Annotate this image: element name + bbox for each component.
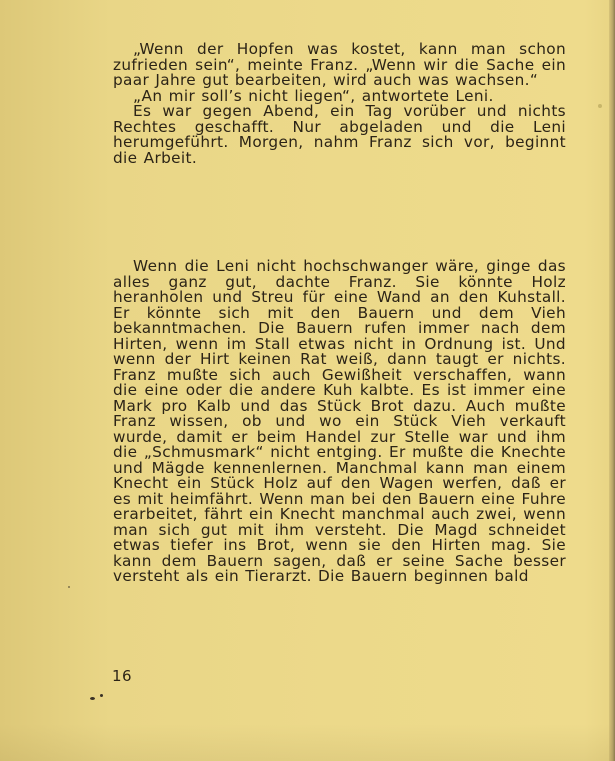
print-speck — [598, 104, 602, 108]
page-number: 16 — [112, 667, 133, 685]
paragraph: „Wenn der Hopfen was kostet, kann man schon zufrieden sein“, meinte Franz. „Wenn wir die Sache ein paar Jahre gut bearbeiten, wird auch was wachsen.“ — [113, 40, 566, 89]
text-block-top — [113, 42, 566, 166]
page-bottom-shade — [0, 724, 615, 761]
print-speck — [90, 697, 95, 700]
paragraph: Wenn die Leni nicht hochschwanger wäre, ginge das alles ganz gut, dachte Franz. Sie könnte Holz heranholen und Streu für eine Wand an den Kuhstall. Er könnte sich mit den Bauern und dem Vieh bekanntmachen. Die Bauern rufen immer nach dem Hirten, wenn im Stall etwas nicht in Ordnung ist. Und wenn der Hirt keinen Rat weiß, dann taugt er nichts. Franz mußte sich auch Gewißheit verschaffen, wann die eine oder die andere Kuh kalbte. Es ist immer eine Mark pro Kalb und das Stück Brot dazu. Auch mußte Franz wissen, ob und wo ein Stück Vieh verkauft wurde, damit er beim Handel zur Stelle war und ihm die „Schmusmark“ nicht entging. Er mußte die Knechte und Mägde kennenlernen. Manchmal kann man einem Knecht ein Stück Holz auf den Wagen werfen, daß er es mit heimfährt. Wenn man bei den Bauern eine Fuhre erarbeitet, fährt ein Knecht manchmal auch zwei, wenn man sich gut mit ihm versteht. Die Magd schneidet etwas tiefer ins Brot, wenn sie den Hirten mag. Sie kann dem Bauern sagen, daß er seine Sache besser versteht als ein Tierarzt. Die Bauern beginnen bald — [113, 257, 566, 585]
paragraph: Es war gegen Abend, ein Tag vorüber und nichts Rechtes geschafft. Nur abgeladen und die Leni herumgeführt. Morgen, nahm Franz sich vor, beginnt die Arbeit. — [113, 102, 566, 167]
print-speck — [100, 694, 103, 697]
paragraph: „An mir soll’s nicht liegen“, antwortete Leni. — [133, 86, 494, 105]
text-block-main — [113, 259, 566, 585]
print-speck — [68, 586, 70, 588]
page-edge — [609, 0, 615, 761]
